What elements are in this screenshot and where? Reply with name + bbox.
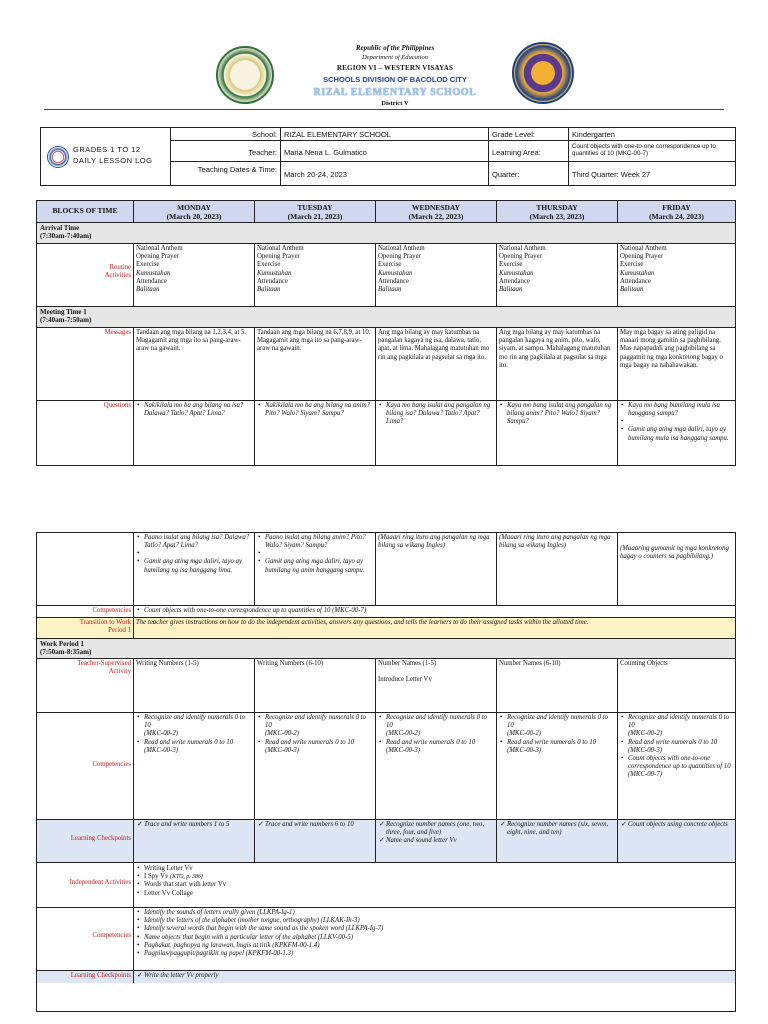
teacher-value: Maria Nena L. Gulmatico [281,141,489,162]
competency-item: • Recognize and identify numerals 0 to 10 (MKC-00-2) [257,714,373,739]
routine-item: Exercise [136,261,160,269]
letterhead [0,0,768,112]
competency-item: • Read and write numerals 0 to 10 (MKC-00-3) [378,739,494,755]
messages-label: Messages [37,328,134,400]
routine-item: Balitaan [136,286,160,294]
info-table [40,127,736,186]
question-item: • Kaya mo bang isulat ang pangalan ng bilang isa? Dalawa? Tatlo? Apat? Lima? [378,402,494,427]
page-two [0,522,768,1024]
competency-item: • Identify the sounds of letters orally given (LLKPA-Ig-1) [136,909,733,917]
routine-tuesday [255,244,376,306]
checkpoint-friday: ✓ Count objects using concrete objects [618,820,735,862]
independent-item: • Words that start with letter Vv [136,881,733,889]
routine-wednesday [376,244,497,306]
learning-area-label: Learning Area: [489,141,569,162]
competency-item: • Name objects that begin with a particular letter of the alphabet (LLKV-00-5) [136,934,733,942]
division-seal-icon [512,42,574,104]
learning-checkpoints-label: Learning Checkpoints [37,820,134,862]
cont-thursday: (Maaari ring ituro ang pangalan ng mga bilang sa wikang Ingles) [497,533,618,605]
message-thursday: Ang mga bilang ay may katumbas na pangalan kagaya ng anim, pito, walo, siyam, at sampu. Mahalagang matutuhan mo rin ang pagkilala at pagsulat sa mga ito. [497,328,618,400]
teacher-supervised-label: Teacher-Supervised Activity [37,659,134,712]
routine-friday [618,244,735,306]
division-text: SCHOOLS DIVISION OF BACOLOD CITY [323,75,467,84]
question-item: • Kaya mo bang isulat ang pangalan ng bilang anim? Pito? Walo? Siyam? Sampu? [499,402,615,427]
monday-header: MONDAY (March 20, 2023) [134,201,255,222]
questions-wednesday [376,401,497,465]
routine-item: Kumustahan [378,269,413,277]
transition-text: The teacher gives instructions on how to do the independent activities, answers any questions, and tells the learners to do their assigned tasks within the allotted time. [136,619,589,626]
routine-item: Opening Prayer [378,253,421,261]
meeting-title: Meeting Time 1 [40,308,87,316]
teaching-dates-label: Teaching Dates & Time: [171,162,281,185]
routine-item: National Anthem [136,245,183,252]
wednesday-header: WEDNESDAY (March 22, 2023) [376,201,497,222]
school-name-banner: RIZAL ELEMENTARY SCHOOL [313,87,477,98]
question-item: • Gamit ang ating mga daliri, tayo ay bumilang mula isa hanggang sampu. [620,426,733,442]
questions-friday [618,401,735,465]
schedule-table-2 [36,532,736,1012]
checkpoint-tuesday: ✓ Trace and write numbers 6 to 10 [255,820,376,862]
questions-tuesday [255,401,376,465]
grades-label: GRADES 1 TO 12 [73,145,141,154]
blocks-of-time-header: BLOCKS OF TIME [37,201,134,222]
competency-item: • Count objects with one-to-one correspondence up to quantities of 10 (MKC-00-7) [136,607,733,615]
checkpoint-monday: ✓ Trace and write numbers 1 to 5 [134,820,255,862]
department-text: Department of Education [361,54,429,61]
competencies-label: Competencies [37,606,134,617]
routine-thursday [497,244,618,306]
message-wednesday: Ang mga bilang ay may katumbas na pangalan kagaya ng isa, dalawa, tatlo, apat, at lima. Mahalagang matutuhan mo rin ang pagkilala at pagsulat sa mga ito. [376,328,497,400]
independent-activities-label: Independent Activities [37,863,134,907]
work-period-title: Work Period 1 [40,640,84,648]
questions-monday [134,401,255,465]
tuesday-header: TUESDAY (March 21, 2023) [255,201,376,222]
questions-thursday [497,401,618,465]
cont-monday: • Paano isulat ang bilang isa? Dalawa? Tatlo? Apat? Lima? • • Gamit ang ating mga daliri, tayo ay bumilang ng isa hanggang lima. [134,533,255,605]
checkpoint-wednesday: ✓ Recognize number names (one, two, three, four, and five) ✓ Name and sound letter Vv [376,820,497,862]
routine-item: Kumustahan [257,269,292,277]
routine-item: Balitaan [257,286,281,294]
questions-label: Questions [37,401,134,465]
comp-tuesday [255,713,376,819]
learning-checkpoints-label: Learning Checkpoints [37,971,134,983]
routine-item: Balitaan [378,286,402,294]
cont-tuesday: • Paano isulat ang bilang anim? Pito? Walo? Siyam? Sampu? • • Gamit ang ating mga daliri, tayo ay bumilang ng anim hanggang sampu. [255,533,376,605]
competencies-label: Competencies [37,908,134,970]
comp-monday [134,713,255,819]
routine-item: National Anthem [499,245,546,252]
questions-continued-row [37,533,735,605]
transition-row [37,618,735,638]
grade-level-value: Kindergarten [569,128,735,141]
teacher-supervised-row [37,659,735,712]
competency-item: • Pagpilas/paggupit/pagtiklit ng papel (KPKFM-00-1.3) [136,950,733,958]
competencies-row-2 [37,713,735,819]
letterhead-divider [44,109,724,110]
competencies-row-3 [37,908,735,970]
routine-activities-row [37,244,735,306]
teaching-dates-value: March 20-24, 2023 [281,162,489,185]
competency-item: • Identify several words that begin with the same sound as the spoken word (LLKPA-Ig-7) [136,925,733,933]
region-text: REGION VI – WESTERN VISAYAS [336,64,454,72]
competency-item: • Identify the letters of the alphabet (mother tongue, orthography) (LLKAK-Ih-3) [136,917,733,925]
checkpoint-item: ✓ Write the letter Vv properly [136,972,733,980]
tsa-thursday: Number Names (6-10) [497,659,618,712]
competency-item: • Recognize and identify numerals 0 to 10 (MKC-00-2) [378,714,494,739]
routine-item: Attendance [378,277,409,285]
arrival-time: (7:30am-7:40am) [40,232,92,240]
learning-area-value: Count objects with one-to-one correspondence up to quantities of 10 (MKC-00-7) [569,141,735,162]
question-item: • Nakikilala mo ba ang bilang na isa? Dalawa? Tatlo? Apat? Lima? [136,402,252,418]
competencies-label: Competencies [37,713,134,819]
routine-item: Kumustahan [499,269,534,277]
competency-item: • Count objects with one-to-one correspondence up to quantities of 10 (MKC-00-7) [620,755,733,780]
quarter-value: Third Quarter: Week 27 [572,170,651,179]
routine-item: Opening Prayer [499,253,542,261]
info-logo-cell [41,128,171,185]
competency-item: • Recognize and identify numerals 0 to 10 (MKC-00-2) [499,714,615,739]
comp-wednesday [376,713,497,819]
question-item: • Kaya mo bang bumilang mula isa hanggang sampu? [620,402,733,418]
independent-item: • Writing Letter Vv [136,865,733,873]
school-label: School: [171,128,281,141]
routine-item: Exercise [620,261,644,269]
question-item: • Nakikilala mo ba ang bilang na anim? Pito? Walo? Siyam? Sampu? [257,402,373,418]
competency-item: • Read and write numerals 0 to 10 (MKC-00-3) [257,739,373,755]
messages-row [37,328,735,400]
routine-item: Kumustahan [136,269,171,277]
routine-item: Exercise [378,261,402,269]
routine-item: Opening Prayer [136,253,179,261]
thursday-header: THURSDAY (March 23, 2023) [497,201,618,222]
checkpoint-thursday: ✓ Recognize number names (six, seven, eight, nine, and ten) [497,820,618,862]
competency-item: • Read and write numerals 0 to 10 (MKC-00-3) [620,739,733,755]
routine-item: Attendance [499,277,530,285]
day-header-row [37,201,735,222]
arrival-title: Arrival Time [40,224,80,232]
page-one [0,0,768,478]
routine-item: Opening Prayer [257,253,300,261]
competency-item: • Read and write numerals 0 to 10 (MKC-00-3) [499,739,615,755]
competency-item: • Read and write numerals 0 to 10 (MKC-00-3) [136,739,252,755]
tsa-friday: Counting Objects [620,660,668,667]
friday-header: FRIDAY (March 24, 2023) [649,203,704,221]
teacher-label: Teacher: [171,141,281,162]
competency-item: • Recognize and identify numerals 0 to 10 (MKC-00-2) [136,714,252,739]
daily-lesson-log-label: DAILY LESSON LOG [73,156,153,165]
schedule-table-1 [36,200,736,466]
competencies-row-1 [37,606,735,617]
routine-item: Kumustahan [620,269,655,277]
questions-row [37,401,735,465]
learning-checkpoints-row [37,820,735,862]
comp-thursday [497,713,618,819]
comp-friday [618,713,735,819]
page-gap [0,478,768,522]
routine-item: Exercise [499,261,523,269]
deped-logo-icon [47,146,69,168]
message-tuesday: Tandaan ang mga bilang na 6,7,8,9, at 10. Magagamit ang mga ito sa pang-araw-araw na gawain. [255,328,376,400]
message-monday: Tandaan ang mga bilang na 1,2,3,4, at 5. Magagamit ang mga ito sa pang-araw-araw na gawain. [134,328,255,400]
routine-item: National Anthem [378,245,425,252]
work-period-band [37,639,735,658]
routine-item: National Anthem [620,245,667,252]
routine-activities-label: Routine Activities [37,244,134,306]
cont-wednesday: (Maaari ring ituro ang pangalan ng mga bilang sa wikang Ingles) [376,533,497,605]
routine-item: Exercise [257,261,281,269]
school-value: RIZAL ELEMENTARY SCHOOL [281,128,489,141]
tsa-tuesday: Writing Numbers (6-10) [255,659,376,712]
routine-item: Balitaan [499,286,523,294]
routine-item: Attendance [136,277,167,285]
competency-item: • Recognize and identify numerals 0 to 10 (MKC-00-2) [620,714,733,739]
transition-label: Transition to Work Period 1 [37,618,134,638]
meeting-time: (7:40am-7:50am) [40,316,92,324]
meeting-time-band [37,307,735,327]
routine-item: Attendance [620,277,651,285]
independent-activities-row [37,863,735,907]
work-period-time: (7:50am-8:35am) [40,648,92,656]
learning-checkpoints-row-2 [37,971,735,983]
deped-seal-icon [216,46,274,104]
tsa-monday: Writing Numbers (1-5) [134,659,255,712]
competency-item: • Pagbakat, paghopya ng larawan, hugis at titik (KPKFM-00-1.4) [136,942,733,950]
district-text: District V [381,100,409,107]
quarter-label: Quarter: [489,162,569,185]
grade-level-label: Grade Level: [489,128,569,141]
cont-friday: (Maaaring gumamit ng mga konkretong bagay o counters sa pagbibilang.) [620,545,729,561]
routine-item: Balitaan [620,286,644,294]
independent-item: • I Spy Vv (KTG, p. 386) [136,873,733,881]
republic-text: Republic of the Philippines [355,44,435,52]
arrival-time-band [37,223,735,243]
independent-item: • Letter Vv Collage [136,890,733,898]
routine-item: National Anthem [257,245,304,252]
tsa-wednesday: Number Names (1-5) Introduce Letter Vv [376,659,497,712]
message-friday: May mga bagay sa ating paligid na maaari mong gamitin sa pagbibilang. Mas napapadali ang pagbibilang sa paggamit ng mga konkretong bagay o mga bagay na nahahawakan. [620,329,723,369]
routine-monday [134,244,255,306]
routine-item: Opening Prayer [620,253,663,261]
routine-item: Attendance [257,277,288,285]
